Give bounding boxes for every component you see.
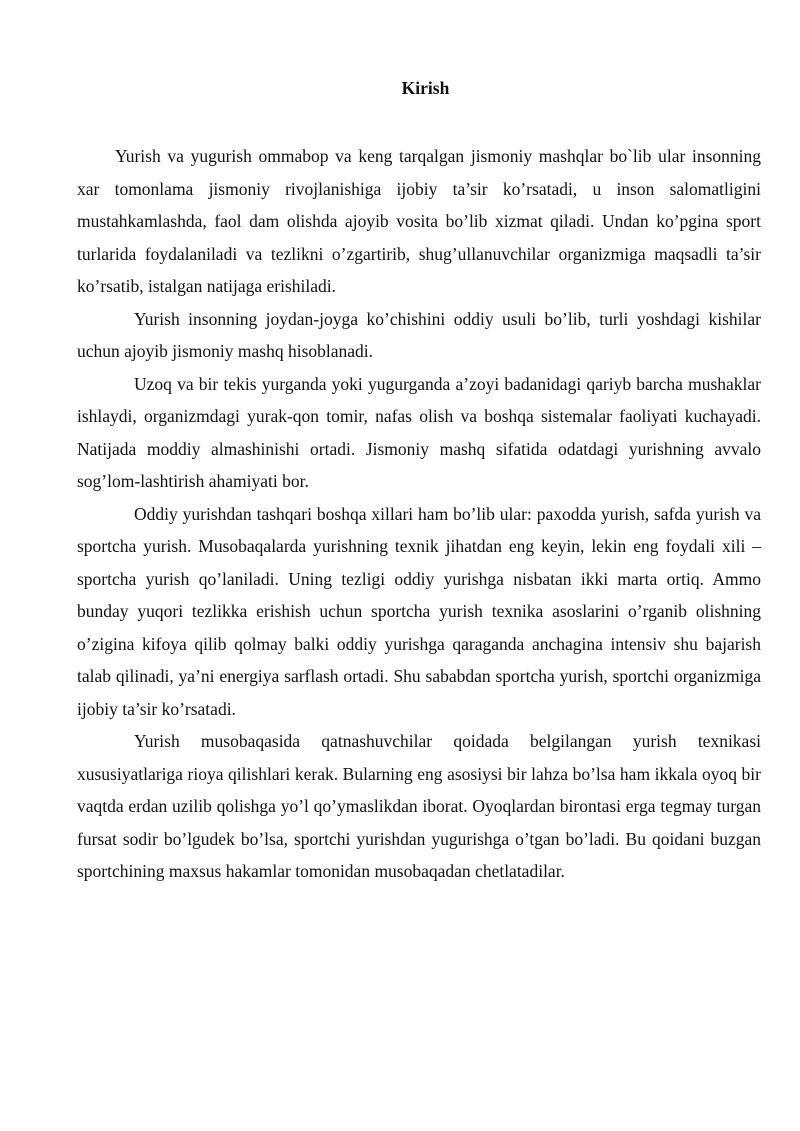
paragraph-walking-types: Oddiy yurishdan tashqari boshqa xillari ham bo’lib ular: paxodda yurish, safda yurish va sportcha yurish. Musobaqalarda yurishning texnik jihatdan eng keyin, lekin eng foydali xili – sportcha yurish qo’laniladi. Uning tezligi oddiy yurishga nisbatan ikki marta ortiq. Ammo bunday yuqori tezlikka erishish uchun sportcha yurish texnika asoslarini o’rganib olishning o’zigina kifoya qilib qolmay balki oddiy yurishga qaraganda anchagina intensiv shu bajarish talab qilinadi, ya’ni energiya sarflash ortadi. Shu sababdan sportcha yurish, sportchi organizmiga ijobiy ta’sir ko’rsatadi. xyxy=(77,503,761,719)
paragraph-walking-definition: Yurish insonning joydan-joyga ko’chishini oddiy usuli bo’lib, turli yoshdagi kishilar uchun ajoyib jismoniy mashq hisoblanadi. xyxy=(77,308,761,361)
title-spacer xyxy=(77,100,761,140)
paragraph-competition-rules: Yurish musobaqasida qatnashuvchilar qoidada belgilangan yurish texnikasi xususiyatlariga rioya qilishlari kerak. Bularning eng asosiysi bir lahza bo’lsa ham ikkala oyoq bir vaqtda erdan uzilib qolishga yo’l qo’ymaslikdan iborat. Oyoqlardan birontasi erga tegmay turgan fursat sodir bo’lgudek bo’lsa, sportchi yurishdan yugurishga o’tgan bo’ladi. Bu qoidani buzgan sportchining maxsus hakamlar tomonidan musobaqadan chetlatadilar. xyxy=(77,731,761,881)
paragraph-muscles: Uzoq va bir tekis yurganda yoki yugurganda a’zoyi badanidagi qariyb barcha mushaklar ishlaydi, organizmdagi yurak-qon tomir, nafas olish va boshqa sistemalar faoliyati kuchayadi. Natijada moddiy almashinishi ortadi. Jismoniy mashq sifatida odatdagi yurishning avvalo sog’lom-lashtirish ahamiyati bor. xyxy=(77,373,761,491)
paragraph-intro: Yurish va yugurish ommabop va keng tarqalgan jismoniy mashqlar bo`lib ular insonning xar tomonlama jismoniy rivojlanishiga ijobiy ta’sir ko’rsatadi, u inson salomatligini mustahkamlashda, faol dam olishda ajoyib vosita bo’lib xizmat qiladi. Undan ko’pgina sport turlarida foydalaniladi va tezlikni o’zgartirib, shug’ullanuvchilar organizmiga maqsadli ta’sir ko’rsatib, istalgan natijaga erishiladi. xyxy=(77,146,761,296)
document-body xyxy=(77,76,761,888)
page-title: Kirish xyxy=(401,78,450,98)
